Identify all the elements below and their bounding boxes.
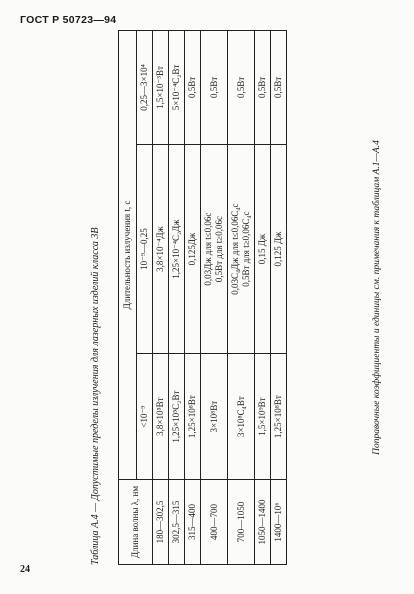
value-cell: 0,5Вт [185,31,201,145]
value-cell: 0,125 Дж [271,144,287,353]
value-cell: 1,5×10⁻³Вт [153,31,169,145]
wavelength-cell: 302,5—315 [169,480,185,565]
document-header: ГОСТ Р 50723—94 [20,14,117,26]
table-row [169,31,185,565]
table-row [255,31,271,565]
wavelength-header: Длина волны λ, нм [119,480,153,565]
value-cell-split [228,144,255,353]
value-cell: 3×10⁸Вт [201,354,228,480]
value-cell: 3,8×10⁻⁴Дж [153,144,169,353]
value-line: 0,03Дж для t≤0,06с [203,212,213,286]
emission-limits-table [118,30,287,565]
value-cell: 0,5Вт [255,31,271,145]
table-footnote: Поправочные коэффициенты и единицы см. примечания к таблицам А.1—А.4 [372,140,382,455]
wavelength-cell: 700—1050 [228,480,255,565]
duration-col-2: 10⁻⁹—0,25 [137,144,153,353]
value-cell-split [201,144,228,353]
value-cell: 3×10⁸C₄Вт [228,354,255,480]
value-cell: 1,25×10⁸Вт [271,354,287,480]
value-cell: 1,25×10⁸Вт [185,354,201,480]
table-caption: Таблица А.4 — Допустимые пределы излучения для лазерных изделий класса 3В [90,227,101,565]
table-row [153,31,169,565]
value-cell: 0,125Дж [185,144,201,353]
wavelength-cell: 315—400 [185,480,201,565]
value-cell: 3,8×10⁵Вт [153,354,169,480]
wavelength-cell: 1050—1400 [255,480,271,565]
value-line: 0,5Вт для t≥0,06C₄с [241,211,251,287]
value-line: 0,5Вт для t≥0,06с [214,216,224,283]
wavelength-cell: 1400—10⁶ [271,480,287,565]
value-cell: 0,5Вт [228,31,255,145]
table-row [228,31,255,565]
value-cell: 0,5Вт [271,31,287,145]
table-row [271,31,287,565]
value-cell: 0,15 Дж [255,144,271,353]
value-cell: 1,25×10⁵C₂Вт [169,354,185,480]
value-cell: 1,5×10⁹Вт [255,354,271,480]
table-header-row [119,31,137,565]
duration-col-1: <10⁻⁹ [137,354,153,480]
value-cell: 0,5Вт [201,31,228,145]
wavelength-cell: 400—700 [201,480,228,565]
wavelength-cell: 180—302,5 [153,480,169,565]
rotated-table-area [90,30,395,565]
duration-header: Длительность излучения t, с [119,31,137,480]
value-cell: 5×10⁻⁴C₂Вт [169,31,185,145]
value-cell: 1,25×10⁻⁴C₂Дж [169,144,185,353]
duration-col-3: 0,25—3×10⁴ [137,31,153,145]
table-row [185,31,201,565]
table-row [201,31,228,565]
value-line: 0,03C₄Дж для t≤0,06C₄с [230,203,240,295]
page-number: 24 [20,564,30,575]
